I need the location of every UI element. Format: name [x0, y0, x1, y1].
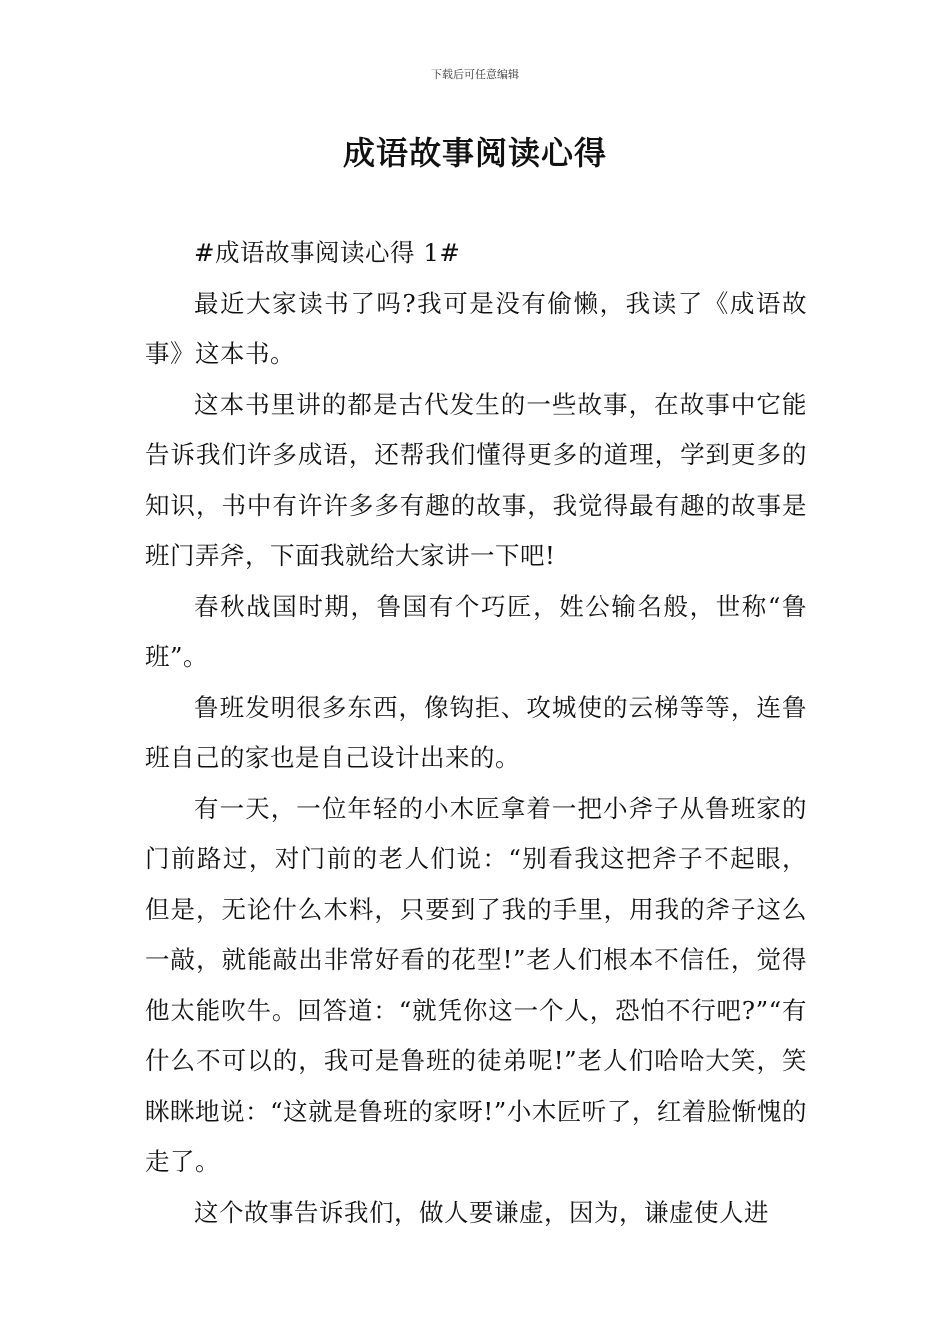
page-header-note: 下载后可任意编辑 [431, 68, 519, 81]
body-paragraph: 这个故事告诉我们，做人要谦虚，因为，谦虚使人进 [194, 1197, 769, 1227]
document-title: 成语故事阅读心得 [342, 134, 607, 172]
body-paragraph: 最近大家读书了吗?我可是没有偷懒，我读了《成语故事》这本书。 [145, 288, 807, 368]
body-paragraph: 鲁班发明很多东西，像钩拒、攻城使的云梯等等，连鲁班自己的家也是自己设计出来的。 [145, 692, 807, 772]
body-paragraph: 春秋战国时期，鲁国有个巧匠，姓公输名般，世称“鲁班”。 [145, 591, 807, 671]
document-body [145, 228, 807, 1238]
section-heading: #成语故事阅读心得 1# [194, 238, 461, 267]
body-paragraph: 有一天，一位年轻的小木匠拿着一把小斧子从鲁班家的门前路过，对门前的老人们说：“别看我这把斧子不起眼，但是，无论什么木料，只要到了我的手里，用我的斧子这么一敲，就能敲出非常好看的花型!”老人们根本不信任，觉得他太能吹牛。回答道：“就凭你这一个人，恐怕不行吧?”“有什么不可以的，我可是鲁班的徒弟呢!”老人们哈哈大笑，笑眯眯地说：“这就是鲁班的家呀!”小木匠听了，红着脸惭愧的走了。 [145, 793, 807, 1176]
body-paragraph: 这本书里讲的都是古代发生的一些故事，在故事中它能告诉我们许多成语，还帮我们懂得更多的道理，学到更多的知识，书中有许许多多有趣的故事，我觉得最有趣的故事是班门弄斧，下面我就给大家讲一下吧! [145, 389, 807, 570]
